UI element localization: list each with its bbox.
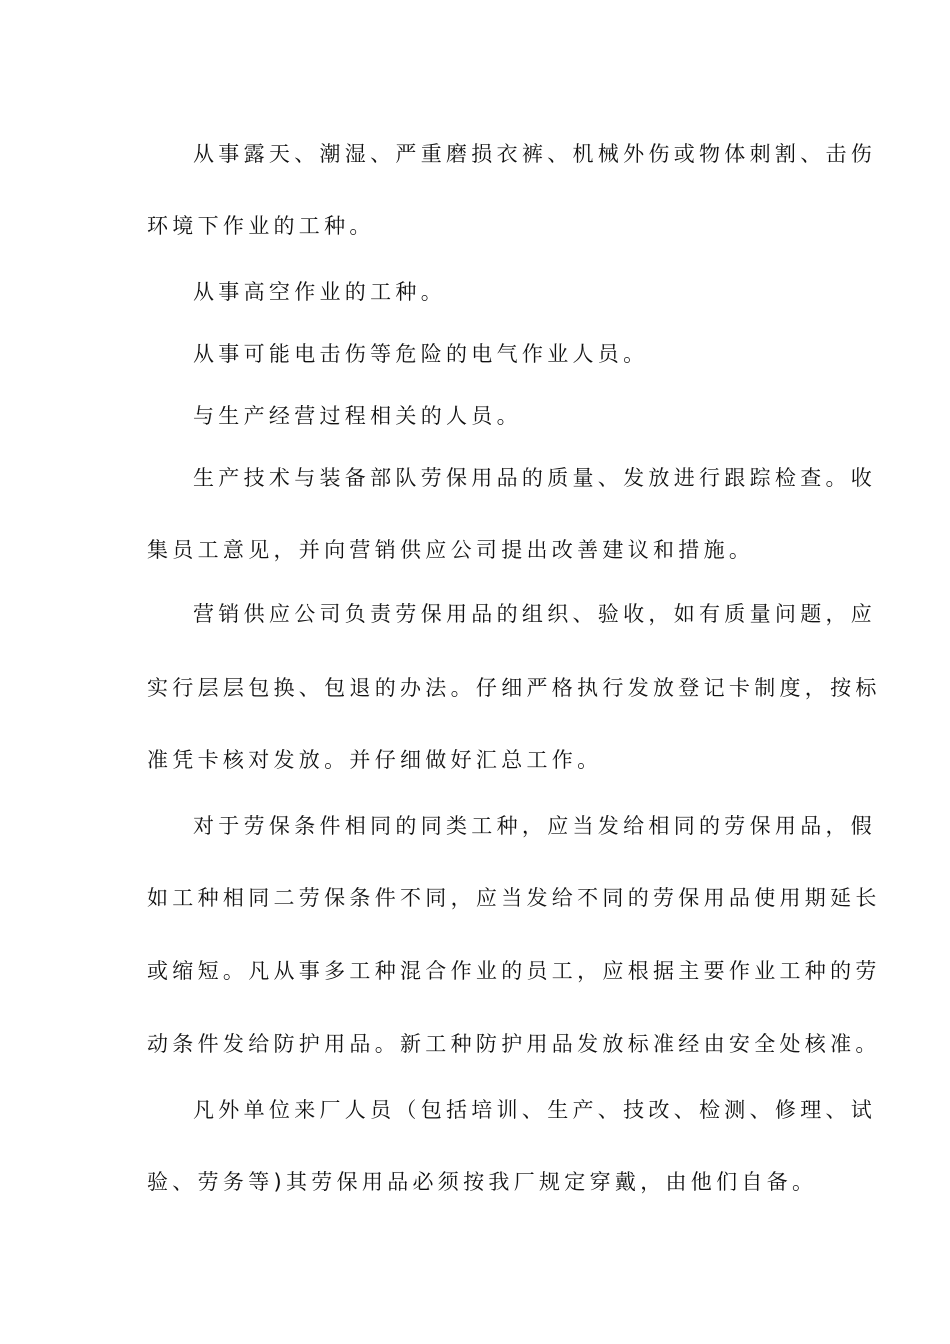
- paragraph-5-line-2: 集员工意见，并向营销供应公司提出改善建议和措施。: [147, 538, 755, 562]
- paragraph-7-line-2: 如工种相同二劳保条件不同，应当发给不同的劳保用品使用期延长: [147, 886, 881, 910]
- paragraph-1-line-2: 环境下作业的工种。: [147, 214, 375, 238]
- paragraph-7-line-1: 对于劳保条件相同的同类工种，应当发给相同的劳保用品，假: [193, 814, 877, 838]
- paragraph-6-line-3: 准凭卡核对发放。并仔细做好汇总工作。: [147, 748, 603, 772]
- paragraph-5-line-1: 生产技术与装备部队劳保用品的质量、发放进行跟踪检查。收: [193, 466, 877, 490]
- paragraph-7-line-3: 或缩短。凡从事多工种混合作业的员工，应根据主要作业工种的劳: [147, 959, 881, 983]
- paragraph-7-line-4: 动条件发给防护用品。新工种防护用品发放标准经由安全处核准。: [147, 1032, 881, 1056]
- paragraph-8-line-2: 验、劳务等)其劳保用品必须按我厂规定穿戴，由他们自备。: [147, 1170, 818, 1194]
- paragraph-6-line-2: 实行层层包换、包退的办法。仔细严格执行发放登记卡制度，按标: [147, 676, 881, 700]
- paragraph-8-line-1: 凡外单位来厂人员（包括培训、生产、技改、检测、修理、试: [193, 1098, 877, 1122]
- paragraph-1-line-1: 从事露天、潮湿、严重磨损衣裤、机械外伤或物体刺割、击伤: [193, 142, 877, 166]
- paragraph-2-line-1: 从事高空作业的工种。: [193, 280, 446, 304]
- paragraph-6-line-1: 营销供应公司负责劳保用品的组织、验收，如有质量问题，应: [193, 602, 877, 626]
- paragraph-3-line-1: 从事可能电击伤等危险的电气作业人员。: [193, 342, 649, 366]
- paragraph-4-line-1: 与生产经营过程相关的人员。: [193, 404, 522, 428]
